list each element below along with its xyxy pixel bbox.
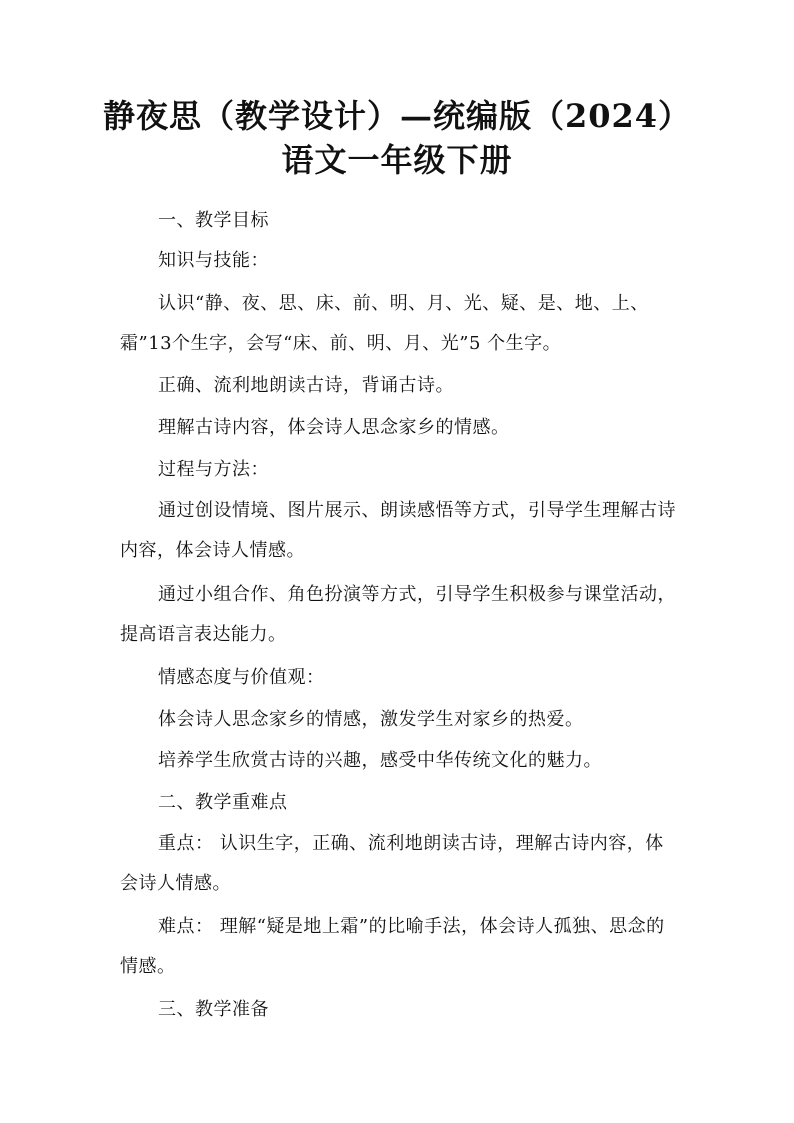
subheading-knowledge-skills: 知识与技能： — [158, 250, 269, 271]
paragraph-group-work: 通过小组合作、角色扮演等方式，引导学生积极参与课堂活动，提高语言表达能力。 — [120, 584, 676, 645]
subheading-process-methods: 过程与方法： — [158, 459, 269, 480]
paragraph-situations: 通过创设情境、图片展示、朗读感悟等方式，引导学生理解古诗内容，体会诗人情感。 — [120, 500, 676, 561]
paragraph-difficult-points: 难点： 理解“疑是地上霜”的比喻手法，体会诗人孤独、思念的情感。 — [120, 916, 665, 977]
document-title-line1: 静夜思（教学设计）—统编版（2024） — [102, 97, 692, 135]
paragraph-new-characters: 认识“静、夜、思、床、前、明、月、光、疑、是、地、上、霜”13个生字，会写“床、前、明、月、光”5 个生字。 — [120, 293, 649, 354]
section-heading-preparation: 三、教学准备 — [158, 999, 269, 1020]
paragraph-love-hometown: 体会诗人思念家乡的情感，激发学生对家乡的热爱。 — [158, 709, 584, 730]
document-title-line2: 语文一年级下册 — [281, 141, 513, 179]
paragraph-understand-poem: 理解古诗内容，体会诗人思念家乡的情感。 — [158, 417, 510, 438]
paragraph-read-recite: 正确、流利地朗读古诗，背诵古诗。 — [158, 375, 454, 396]
section-heading-teaching-goals: 一、教学目标 — [158, 210, 269, 231]
subheading-attitudes-values: 情感态度与价值观： — [158, 667, 325, 688]
section-heading-key-difficult: 二、教学重难点 — [158, 792, 288, 813]
paragraph-key-points: 重点： 认识生字，正确、流利地朗读古诗，理解古诗内容，体会诗人情感。 — [120, 833, 664, 894]
paragraph-appreciate-poetry: 培养学生欣赏古诗的兴趣，感受中华传统文化的魅力。 — [158, 750, 602, 771]
